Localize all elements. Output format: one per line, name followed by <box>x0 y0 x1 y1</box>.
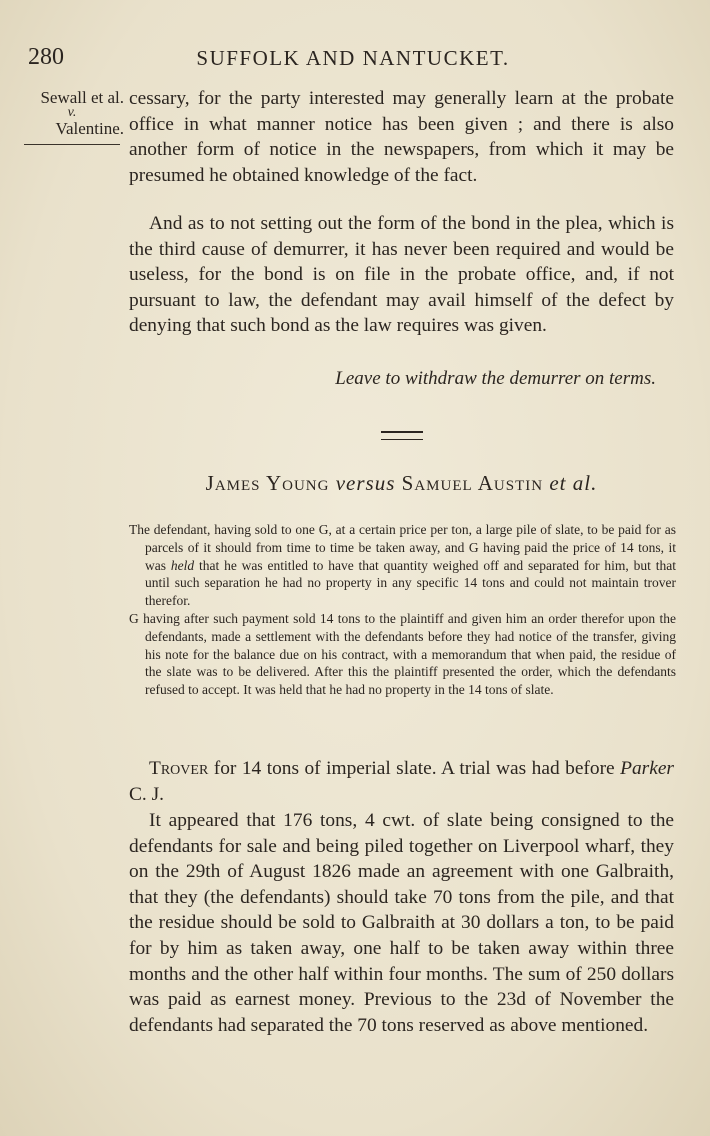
headnote-paragraph-1 <box>129 521 676 610</box>
case-title <box>129 471 674 496</box>
paragraph-2-text: And as to not setting out the form of the bond in the plea, which is the third cause of demurrer, it has never been required and would be useless, for the bond is on file in the probate office, and, if not pursuant to law, the defendant may avail himself of the defect by denying that such bond as the law requires was given. <box>129 213 674 337</box>
closing-line: Leave to withdraw the demurrer on terms. <box>335 368 656 389</box>
case-defendant: Samuel Austin <box>401 471 544 495</box>
case-plaintiff: James Young <box>205 471 330 495</box>
trover-text-b: C. J. <box>129 783 165 805</box>
headnote-paragraph-2: G having after such payment sold 14 tons to the plaintiff and given him an order therefor upon the defendants, made a settlement with the defendants before they had notice of the transfer, giving his note for the balance due on his contract, with a memorandum that when paid, the residue of the slate was to be delivered. After this the plaintiff presented the order, which the defendants refused to accept. It was held that he had no property in the 14 tons of slate. <box>129 610 676 698</box>
headnote-p1-a: The defendant, having sold to one G, at a certain price per ton, a large pile of slate, to be paid for as parcels of it should from time to time be taken away, and G having paid the price of 14 tons, it was <box>129 522 676 573</box>
headnote-held: held <box>170 557 195 573</box>
judge-name: Parker <box>620 758 674 779</box>
margin-note-rule <box>24 144 120 145</box>
page-number: 280 <box>28 44 64 70</box>
headnote <box>129 521 676 699</box>
trover-text-a: for 14 tons of imperial slate. A trial was had before <box>213 758 615 779</box>
paragraph-4-text: It appeared that 176 tons, 4 cwt. of slate being consigned to the defendants for sale and being piled together on Liverpool wharf, they on the 29th of August 1826 made an agreement with one Galbraith, that they (the defendants) should take 70 tons from the pile, and that the residue should be sold to Galbraith at 30 dollars a ton, to be paid for by him as taken away, one half to be taken away within three months and the other half within four months. The sum of 250 dollars was paid as earnest money. Previous to the 23d of November the defendants had separated the 70 tons reserved as above mentioned. <box>129 810 674 1036</box>
headnote-p1-b: that he was entitled to have that quantity weighed off and separated for him, but that until such separation he had no property in any specific 14 tons and could not maintain trover therefor. <box>145 557 677 609</box>
trover-text <box>129 756 674 807</box>
paragraph-2 <box>129 211 674 339</box>
running-head: SUFFOLK AND NANTUCKET. <box>196 46 510 70</box>
margin-note <box>20 88 124 145</box>
paragraph-1-text: cessary, for the party interested may generally learn at the probate office in what manner notice has been given ; and there is also another form of notice in the newspapers, from which it may be presumed he obtained knowledge of the fact. <box>129 88 674 186</box>
paragraph-1 <box>129 86 674 188</box>
paragraph-4 <box>129 808 674 1038</box>
page-header <box>28 44 678 74</box>
case-et-al: et al. <box>549 471 598 495</box>
margin-note-line1: Sewall et al. <box>40 88 124 107</box>
margin-note-versus: v. <box>67 105 77 120</box>
trover-paragraph <box>129 756 674 807</box>
section-ornament <box>381 431 423 440</box>
margin-note-line3: Valentine. <box>55 119 124 138</box>
case-versus: versus <box>335 471 396 495</box>
trover-lead: Trover <box>149 758 209 779</box>
